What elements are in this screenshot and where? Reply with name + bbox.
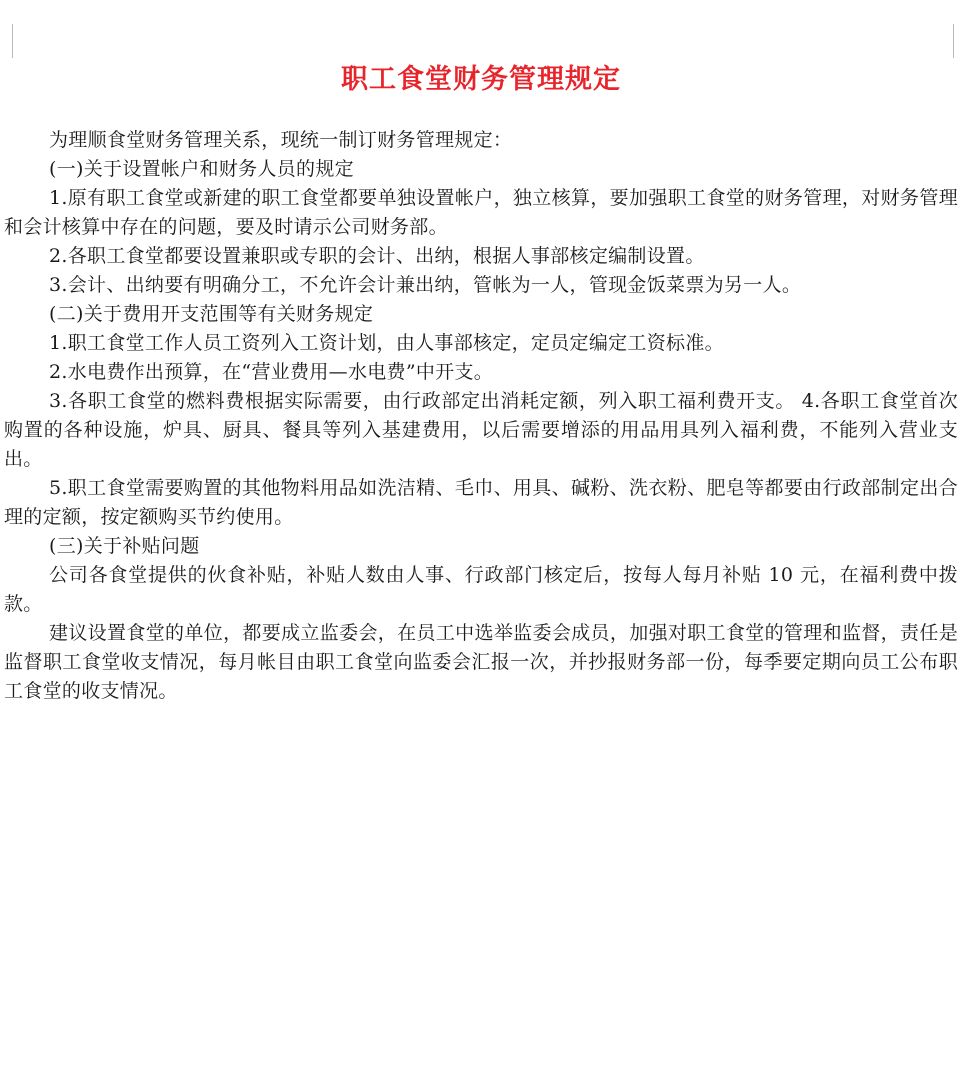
rule-paragraph: 1.原有职工食堂或新建的职工食堂都要单独设置帐户，独立核算，要加强职工食堂的财务管理，对财务管理和会计核算中存在的问题，要及时请示公司财务部。 [4, 187, 958, 238]
section-heading-accounts: (一)关于设置帐户和财务人员的规定 [49, 158, 354, 180]
rule-paragraph: 建议设置食堂的单位，都要成立监委会，在员工中选举监委会成员，加强对职工食堂的管理和监督，责任是监督职工食堂收支情况，每月帐目由职工食堂向监委会汇报一次，并抄报财务部一份，每季要定期向员工公布职工食堂的收支情况。 [4, 622, 958, 702]
section-heading-expenses: (二)关于费用开支范围等有关财务规定 [49, 303, 374, 325]
section-heading-subsidy: (三)关于补贴问题 [49, 535, 200, 557]
rule-paragraph: 2.水电费作出预算，在“营业费用—水电费”中开支。 [49, 361, 494, 383]
document-title: 职工食堂财务管理规定 [341, 64, 621, 95]
rule-paragraph: 2.各职工食堂都要设置兼职或专职的会计、出纳，根据人事部核定编制设置。 [49, 245, 705, 267]
rule-paragraph: 5.职工食堂需要购置的其他物料用品如洗洁精、毛巾、用具、碱粉、洗衣粉、肥皂等都要由行政部制定出合理的定额，按定额购买节约使用。 [4, 477, 958, 528]
rule-paragraph: 3.各职工食堂的燃料费根据实际需要，由行政部定出消耗定额，列入职工福利费开支。 4.各职工食堂首次购置的各种设施，炉具、厨具、餐具等列入基建费用，以后需要增添的用品用具列入福利费，不能列入营业支出。 [4, 390, 958, 470]
document-body [4, 126, 958, 706]
rule-paragraph: 1.职工食堂工作人员工资列入工资计划，由人事部核定，定员定编定工资标准。 [49, 332, 724, 354]
intro-paragraph: 为理顺食堂财务管理关系，现统一制订财务管理规定： [49, 129, 513, 151]
rule-paragraph: 公司各食堂提供的伙食补贴，补贴人数由人事、行政部门核定后，按每人每月补贴 10 元，在福利费中拨款。 [4, 564, 958, 615]
document-page [4, 0, 958, 706]
rule-paragraph: 3.会计、出纳要有明确分工，不允许会计兼出纳，管帐为一人，管现金饭菜票为另一人。 [49, 274, 802, 296]
